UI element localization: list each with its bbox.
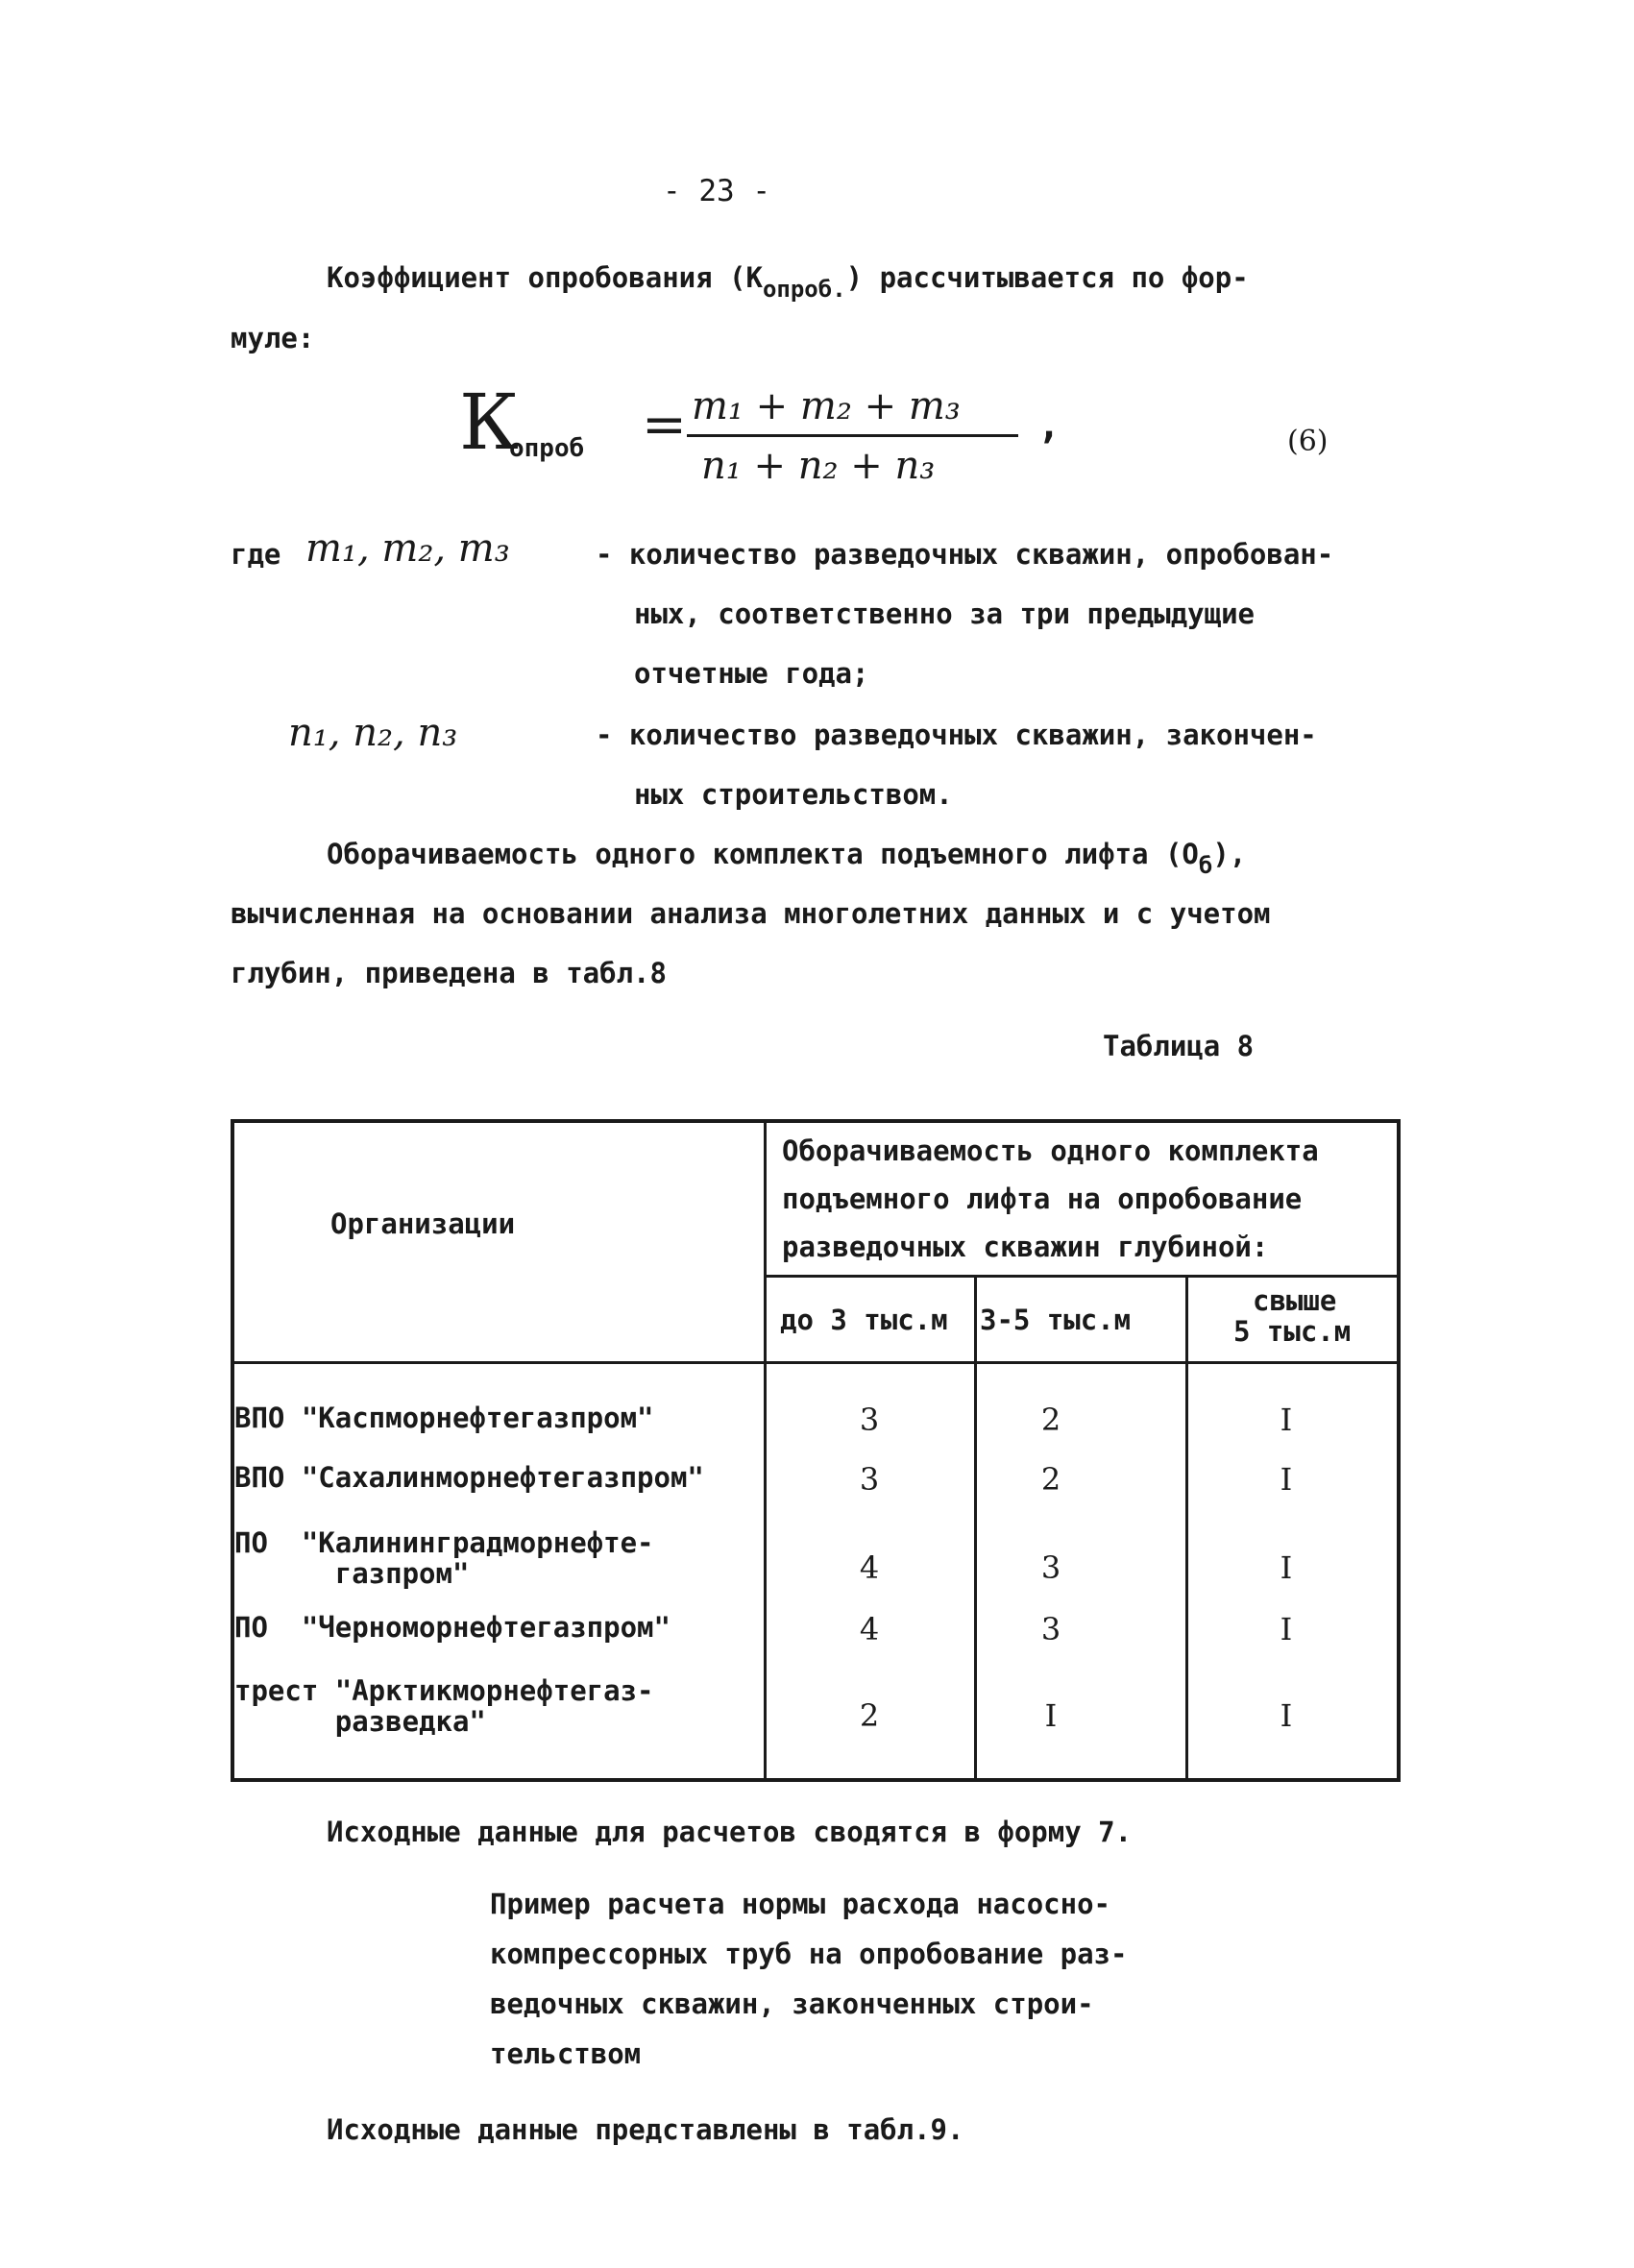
where-label: где (231, 538, 281, 571)
table-hline-header (234, 1361, 1401, 1364)
para2-sub: б (1198, 852, 1213, 879)
row5-org-line2: разведка" (234, 1705, 486, 1738)
row3-v2: 3 (1040, 1549, 1061, 1586)
header-col-1: до 3 тыс.м (780, 1304, 948, 1336)
para1-line2: муле: (231, 322, 315, 354)
header-organizations: Организации (330, 1207, 516, 1240)
example-title-4: тельством (490, 2037, 642, 2070)
para2-end: ), (1212, 838, 1247, 870)
where-n-vars: n₁, n₂, n₃ (288, 711, 458, 755)
formula-lhs: К (459, 378, 519, 467)
para2-line1 (327, 838, 1247, 879)
formula-lhs-sub: опроб (509, 434, 585, 463)
row1-v2: 2 (1040, 1402, 1061, 1438)
header-col-2: 3-5 тыс.м (980, 1304, 1132, 1336)
row2-v1: 3 (859, 1461, 880, 1498)
table-8 (231, 1119, 1401, 1782)
example-title-2: компрессорных труб на опробование раз- (490, 1938, 1128, 1970)
para1-sub: опроб. (762, 276, 846, 303)
table-vline-2 (974, 1277, 977, 1778)
where-m-vars: m₁, m₂, m₃ (305, 526, 510, 571)
page-number: - 23 - (663, 174, 770, 208)
where-n-desc-2: ных строительством. (634, 778, 953, 811)
table-vline-3 (1185, 1277, 1188, 1778)
row4-org: ПО "Черноморнефтегазпром" (234, 1611, 671, 1644)
last-line: Исходные данные представлены в табл.9. (327, 2113, 964, 2146)
row2-v3: I (1280, 1461, 1293, 1498)
formula-equals: = (642, 394, 687, 456)
para1-line1 (327, 261, 1249, 303)
where-m-desc-1: - количество разведочных скважин, опробован- (596, 538, 1334, 571)
row3-org-line1: ПО "Калининградморнефте- (234, 1526, 654, 1559)
example-title-1: Пример расчета нормы расхода насосно- (490, 1888, 1111, 1920)
row3-org-line2: газпром" (234, 1557, 470, 1590)
header-col-3-line2: 5 тыс.м (1233, 1315, 1352, 1348)
header-group-line2: подъемного лифта на опробование (782, 1183, 1303, 1215)
row4-v1: 4 (859, 1611, 880, 1647)
header-col-3-line1: свыше (1253, 1284, 1337, 1317)
row5-v3: I (1280, 1697, 1293, 1734)
row2-v2: 2 (1040, 1461, 1061, 1498)
header-group-line3: разведочных скважин глубиной: (782, 1231, 1269, 1263)
row1-org: ВПО "Каспморнефтегазпром" (234, 1402, 654, 1434)
header-group-line1: Оборачиваемость одного комплекта (782, 1134, 1319, 1167)
formula-denominator: n₁ + n₂ + n₃ (701, 444, 936, 488)
para1-text-a: Коэффициент опробования (К (327, 261, 763, 294)
para2-text: Оборачиваемость одного комплекта подъемного лифта (О (327, 838, 1199, 870)
where-n-desc-1: - количество разведочных скважин, закончен- (596, 719, 1317, 751)
row1-v1: 3 (859, 1402, 880, 1438)
row5-v1: 2 (859, 1697, 880, 1734)
table-vline-1 (764, 1123, 767, 1778)
formula-comma: , (1037, 403, 1061, 448)
where-m-desc-3: отчетные года; (634, 657, 869, 690)
para2-line2: вычисленная на основании анализа многолетних данных и с учетом (231, 897, 1271, 930)
where-m-desc-2: ных, соответственно за три предыдущие (634, 597, 1256, 630)
row3-v1: 4 (859, 1549, 880, 1586)
table-hline-group (764, 1275, 1401, 1278)
row2-org: ВПО "Сахалинморнефтегазпром" (234, 1461, 704, 1494)
row4-v2: 3 (1040, 1611, 1061, 1647)
row5-v2: I (1044, 1697, 1058, 1734)
after-table-text: Исходные данные для расчетов сводятся в форму 7. (327, 1816, 1133, 1848)
row4-v3: I (1280, 1611, 1293, 1647)
row5-org-line1: трест "Арктикморнефтегаз- (234, 1674, 654, 1707)
formula-number: (6) (1287, 425, 1329, 458)
para1-text-b: ) рассчитывается по фор- (845, 261, 1249, 294)
example-title-3: ведочных скважин, законченных строи- (490, 1988, 1094, 2020)
row3-v3: I (1280, 1549, 1293, 1586)
formula-fraction-bar (687, 434, 1018, 437)
table-caption: Таблица 8 (1103, 1030, 1255, 1062)
row1-v3: I (1280, 1402, 1293, 1438)
formula-numerator: m₁ + m₂ + m₃ (692, 384, 961, 428)
para2-line3: глубин, приведена в табл.8 (231, 957, 667, 989)
